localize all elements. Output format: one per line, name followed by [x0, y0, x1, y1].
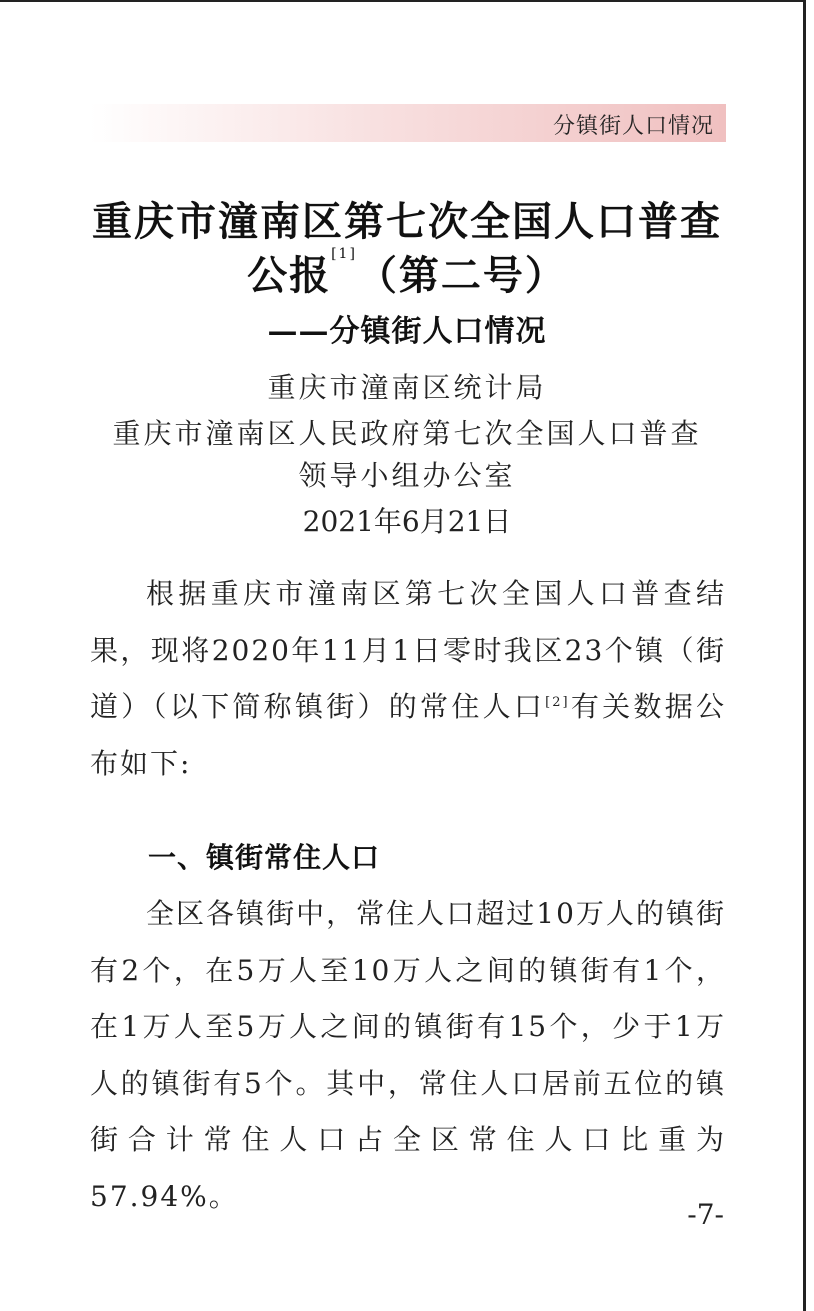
section-1-paragraph: 全区各镇街中，常住人口超过10万人的镇街有2个，在5万人至10万人之间的镇街有1个，在1万人至5万人之间的镇街有15个，少于1万人的镇街有5个。其中，常住人口居前五位的镇街合计常住人口占全区常住人口比重为57.94%。	[90, 897, 726, 1213]
running-header-label: 分镇街人口情况	[552, 114, 714, 139]
page-number: -7-	[687, 1198, 724, 1231]
footnote-ref-2[interactable]: [2]	[545, 695, 570, 710]
issuer-org-2-line-1: 重庆市潼南区人民政府第七次全国人口普查	[112, 417, 702, 450]
intro-text-before-note: 根据重庆市潼南区第七次全国人口普查结果，现将2020年11月1日零时我区23个镇（街道）（以下简称镇街）的常住人口	[90, 577, 726, 723]
section-1-heading: 一、镇街常住人口	[148, 841, 381, 874]
issuer-org-2-line-2: 领导小组办公室	[298, 459, 516, 492]
intro-paragraph	[90, 566, 726, 792]
title-line-1: 重庆市潼南区第七次全国人口普查	[92, 198, 722, 245]
subtitle: ——分镇街人口情况	[267, 314, 547, 349]
running-header	[90, 104, 726, 142]
title-line-2-suffix: （第二号）	[356, 252, 567, 299]
intro-text-after-note: 有关数据公布如下:	[90, 690, 726, 780]
title-line-2	[0, 244, 814, 301]
footnote-ref-1[interactable]: [1]	[331, 246, 357, 262]
issue-date: 2021年6月21日	[302, 505, 512, 538]
issuer-org-1: 重庆市潼南区统计局	[267, 371, 547, 404]
title-line-2-main: 公报	[247, 252, 332, 299]
